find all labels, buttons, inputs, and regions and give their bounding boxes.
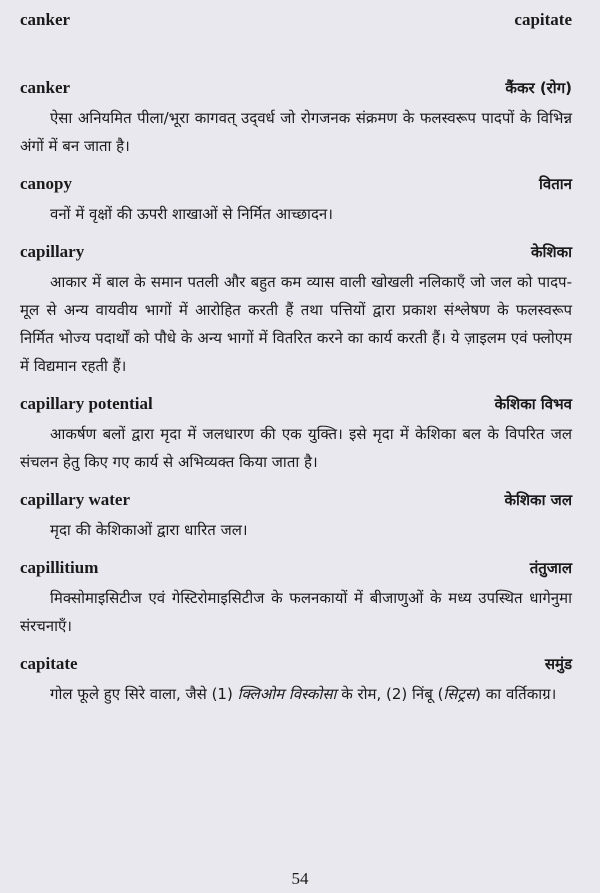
entry-canopy [20,174,572,228]
entry-head [20,558,572,578]
entry-canker [20,78,572,160]
entry-hindi-term: तंतुजाल [529,559,572,577]
definition-text: गोल फूले हुए सिरे वाला, जैसे (1) [50,685,238,703]
entry-term: capillitium [20,558,99,577]
entry-head [20,242,572,262]
entry-definition: ऐसा अनियमित पीला/भूरा कागवत् उद्‌वर्ध जो रोगजनक संक्रमण के फलस्वरूप पादपों के विभिन्न अंगों में बन जाता है। [20,109,572,155]
entry-capillary-water [20,490,572,544]
entry-definition: वनों में वृक्षों की ऊपरी शाखाओं से निर्मित आच्छादन। [50,205,333,223]
entry-definition: मिक्सोमाइसिटीज एवं गेस्टिरोमाइसिटीज के फलनकायों में बीजाणुओं के मध्य उपस्थित धागेनुमा संरचनाएँ। [20,589,572,635]
entry-capillary-potential [20,394,572,476]
entry-head [20,174,572,194]
running-head [20,10,572,40]
entry-hindi-term: समुंड [544,655,572,673]
scientific-name: सिट्रस [443,685,476,703]
entry-hindi-term: केशिका [530,243,572,261]
entry-capitate [20,654,572,708]
definition-text: के रोम, (2) निंबू ( [336,685,444,703]
running-head-first-term: canker [20,10,71,29]
entry-term: capitate [20,654,78,673]
definition-text: ) का वर्तिकाग्र। [475,685,557,703]
entry-definition: मृदा की केशिकाओं द्वारा धारित जल। [50,521,248,539]
entry-hindi-term: वितान [539,175,572,193]
entry-head [20,394,572,414]
entry-term: canopy [20,174,72,193]
entry-hindi-term: कैंकर (रोग) [505,79,572,97]
entry-term: capillary potential [20,394,153,413]
entry-head [20,490,572,510]
entry-head [20,654,572,674]
entry-definition [20,680,572,708]
entry-hindi-term: केशिका जल [504,491,572,509]
entry-capillary [20,242,572,380]
entry-definition: आकर्षण बलों द्वारा मृदा में जलधारण की एक युक्ति। इसे मृदा में केशिका बल के विपरित जल संचलन हेतु किए गए कार्य से अभिव्यक्त किया जाता है। [20,425,572,471]
entry-list [20,78,572,708]
entry-head [20,78,572,98]
entry-term: capillary [20,242,85,261]
entry-hindi-term: केशिका विभव [494,395,572,413]
scientific-name: क्लिओम विस्कोसा [237,685,337,703]
entry-capillitium [20,558,572,640]
entry-term: canker [20,78,71,97]
running-head-last-term: capitate [514,10,572,29]
entry-term: capillary water [20,490,130,509]
page-number: 54 [291,869,309,888]
entry-definition: आकार में बाल के समान पतली और बहुत कम व्यास वाली खोखली नलिकाएँ जो जल को पादप-मूल से अन्य वायवीय भागों में आरोहित करती हैं तथा पत्तियों द्वारा प्रकाश संश्लेषण के फलस्वरूप निर्मित भोज्य पदार्थों को पौधे के अन्य भागों में वितरित करने का कार्य करती हैं। ये ज़ाइलम एवं फ्लोएम में विद्यमान रहती हैं। [20,273,572,375]
